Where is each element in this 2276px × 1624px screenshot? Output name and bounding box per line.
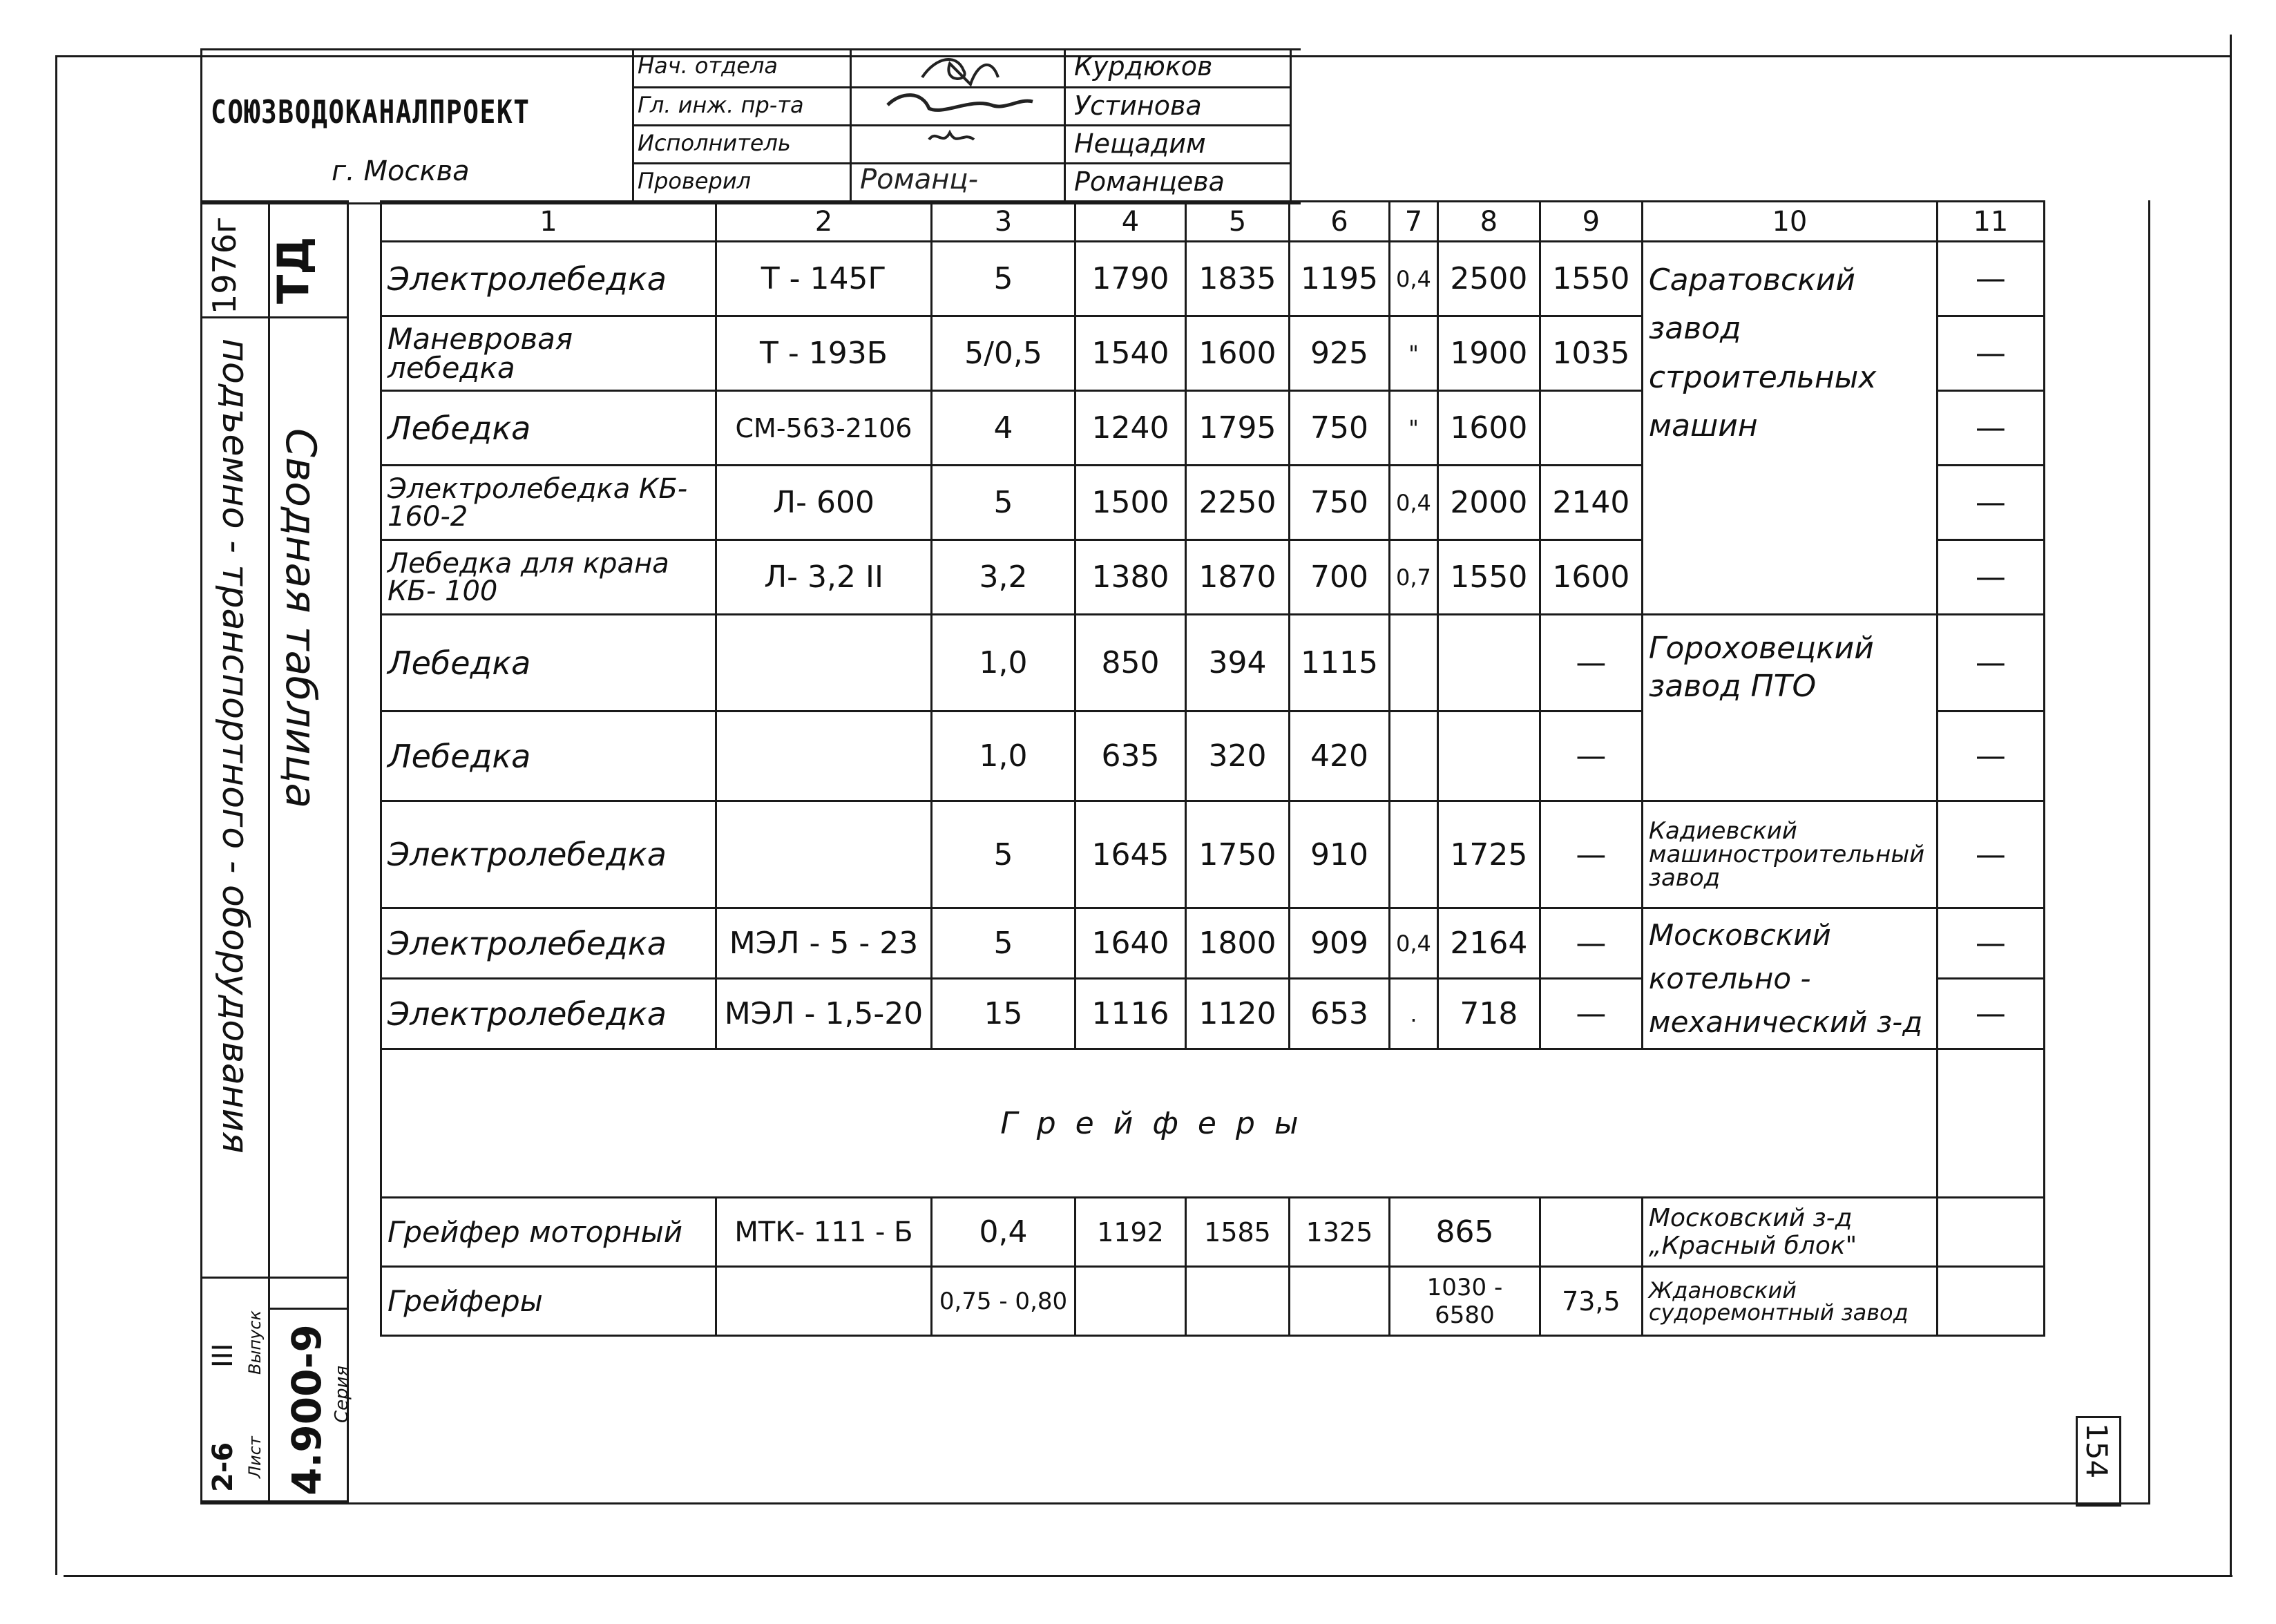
col-number: 2 (716, 202, 932, 242)
equipment-name: Лебедка (381, 615, 716, 711)
section-row-grabs (381, 1049, 2045, 1198)
manufacturer-kadievka: Кадиевский машиностроительный завод (1642, 801, 1937, 908)
equipment-name: Лебедка (381, 391, 716, 466)
model: Т - 145Г (716, 242, 932, 316)
equipment-name: Лебедка для крана КБ- 100 (381, 540, 716, 615)
model (716, 711, 932, 801)
model (716, 801, 932, 908)
sheet-label: Лист (245, 1436, 265, 1478)
table-row: Грейферы 0,75 - 0,80 1030 - 6580 73,5 Ждановский судоремонтный завод (381, 1267, 2045, 1336)
col-number: 10 (1642, 202, 1937, 242)
sheet-border-left (55, 55, 57, 1575)
model (716, 615, 932, 711)
stamp-row-chief-engineer: Гл. инж. пр-та Устинова (638, 90, 1202, 121)
table-row: Маневровая лебедка Т - 193Б 5/0,5 1540 1600 925 " 1900 1035 — (381, 316, 2045, 391)
model: Т - 193Б (716, 316, 932, 391)
model: СМ-563-2106 (716, 391, 932, 466)
table-title-line2: подъемно - транспортного - оборудования (214, 338, 256, 1154)
model: МЭЛ - 5 - 23 (716, 908, 932, 979)
manufacturer-moscow-boiler: Московский котельно - механический з-д (1642, 908, 1937, 1049)
col-number: 6 (1290, 202, 1390, 242)
organization-name: СОЮЗВОДОКАНАЛПРОЕКТ (211, 93, 530, 131)
sheet-border-right (2230, 35, 2232, 1575)
sheet-value: 2-6 (207, 1442, 239, 1492)
col-number: 1 (381, 202, 716, 242)
model: МЭЛ - 1,5-20 (716, 979, 932, 1049)
table-row: Электролебедка 5 1645 1750 910 1725 — Кадиевский машиностроительный завод — (381, 801, 2045, 908)
table-row: Лебедка 1,0 850 394 1115 — Гороховецкий завод ПТО — (381, 615, 2045, 711)
model (716, 1267, 932, 1336)
manufacturer-gorokhovets: Гороховецкий завод ПТО (1642, 615, 1937, 801)
table-row: Лебедка 1,0 635 320 420 — — (381, 711, 2045, 801)
model: Л- 3,2 II (716, 540, 932, 615)
table-row: Лебедка для крана КБ- 100 Л- 3,2 II 3,2 1380 1870 700 0,7 1550 1600 — (381, 540, 2045, 615)
frame-right (2148, 200, 2150, 1504)
equipment-table (380, 200, 2045, 1337)
manufacturer-krasny-blok: Московский з-д „Красный блок" (1642, 1198, 1937, 1267)
stamp-row-executor: Исполнитель Нещадим (638, 128, 1206, 159)
issue-label: Выпуск (245, 1310, 265, 1375)
stamp-signature-grid (632, 48, 1292, 200)
column-number-row (381, 202, 2045, 242)
table-row: Грейфер моторный МТК- 111 - Б 0,4 1192 1585 1325 865 Московский з-д „Красный блок" (381, 1198, 2045, 1267)
signature-scribbles-icon (860, 50, 1060, 160)
manufacturer-zhdanov: Ждановский судоремонтный завод (1642, 1267, 1937, 1336)
equipment-name: Электролебедка (381, 242, 716, 316)
col-number: 11 (1937, 202, 2044, 242)
frame-bottom (200, 1502, 2148, 1504)
equipment-name: Электролебедка (381, 908, 716, 979)
table-row: Электролебедка МЭЛ - 1,5-20 15 1116 1120 653 . 718 — — (381, 979, 2045, 1049)
model: МТК- 111 - Б (716, 1198, 932, 1267)
sheet-border-bottom (64, 1575, 2232, 1577)
table-title-line1: Сводная таблица (276, 428, 325, 809)
col-number: 5 (1186, 202, 1290, 242)
organization-city: г. Москва (332, 155, 470, 187)
equipment-name: Электролебедка КБ- 160-2 (381, 466, 716, 540)
table-row: Электролебедка МЭЛ - 5 - 23 5 1640 1800 909 0,4 2164 — Московский котельно - механический з-д — (381, 908, 2045, 979)
model: Л- 600 (716, 466, 932, 540)
stamp-row-head-of-dept: Нач. отдела Курдюков (638, 51, 1213, 82)
issue-value: III (207, 1343, 239, 1368)
table-row: Лебедка СМ-563-2106 4 1240 1795 750 " 1600 — (381, 391, 2045, 466)
document-code: ТД (268, 236, 318, 304)
manufacturer-saratov: Саратовский завод строительных машин (1642, 242, 1937, 615)
section-title: Грейферы (381, 1049, 1938, 1198)
series-label: Серия (332, 1365, 352, 1423)
col-number: 9 (1540, 202, 1642, 242)
equipment-name: Электролебедка (381, 979, 716, 1049)
year-label: 1976г (206, 216, 243, 314)
equipment-name: Электролебедка (381, 801, 716, 908)
stamp-row-checked: Проверил Романц- Романцева (638, 164, 1225, 197)
col-number: 7 (1390, 202, 1438, 242)
equipment-name: Грейфер моторный (381, 1198, 716, 1267)
table-row: Электролебедка Т - 145Г 5 1790 1835 1195 0,4 2500 1550 Саратовский завод строительных машин — (381, 242, 2045, 316)
equipment-name: Грейферы (381, 1267, 716, 1336)
equipment-name: Лебедка (381, 711, 716, 801)
col-number: 4 (1075, 202, 1186, 242)
table-row: Электролебедка КБ- 160-2 Л- 600 5 1500 2250 750 0,4 2000 2140 — (381, 466, 2045, 540)
equipment-name: Маневровая лебедка (381, 316, 716, 391)
col-number: 8 (1437, 202, 1540, 242)
col-number: 3 (932, 202, 1075, 242)
page-number: 154 (2080, 1423, 2114, 1479)
series-value: 4.900-9 (283, 1324, 330, 1496)
